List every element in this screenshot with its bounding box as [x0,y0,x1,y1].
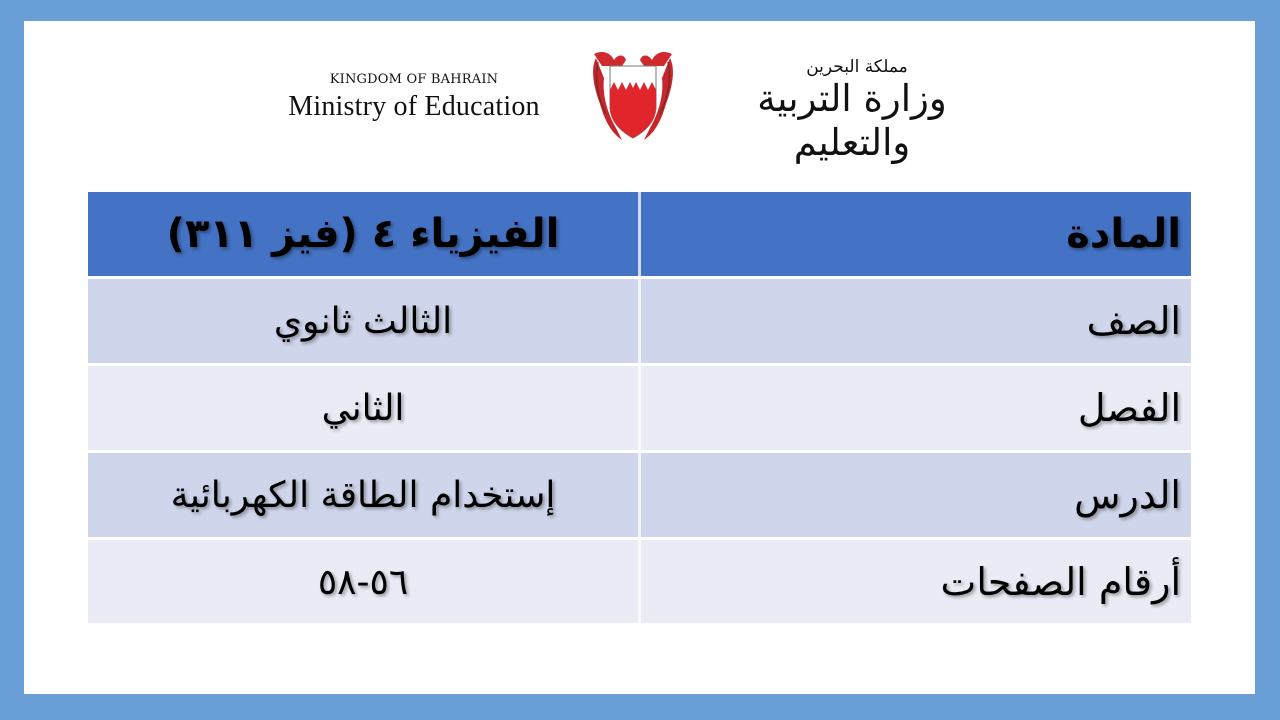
table-row-grade [88,279,1191,363]
grade-value: الثالث ثانوي [273,300,453,342]
pages-label: أرقام الصفحات [940,560,1181,604]
table-row-lesson [88,453,1191,537]
kingdom-title-ar: مملكة البحرين [806,57,908,77]
kingdom-title-en: KINGDOM OF BAHRAIN [329,72,499,87]
grade-label: الصف [1086,299,1181,343]
ministry-title-en: Ministry of Education [288,91,540,122]
table-row-pages [88,540,1191,623]
column-divider [638,366,641,450]
subject-label: المادة [1066,211,1181,257]
english-ministry-logo [264,69,564,123]
semester-label: الفصل [1077,386,1181,430]
column-divider [638,453,641,537]
pages-value: ٥٦-٥٨ [317,561,409,603]
lesson-label: الدرس [1074,473,1181,517]
column-divider [638,540,641,624]
subject-value: الفيزياء ٤ (فيز ٣١١) [166,211,560,257]
table-header-row [88,192,1191,276]
slide [24,21,1255,694]
arabic-ministry-logo [702,57,1002,165]
table-row-semester [88,366,1191,450]
lesson-value: إستخدام الطاقة الكهربائية [170,474,556,516]
bahrain-emblem-icon [588,48,678,146]
ministry-title-ar: وزارة التربية والتعليم [757,77,947,164]
column-divider [638,192,641,276]
semester-value: الثاني [321,387,405,429]
column-divider [638,279,641,363]
